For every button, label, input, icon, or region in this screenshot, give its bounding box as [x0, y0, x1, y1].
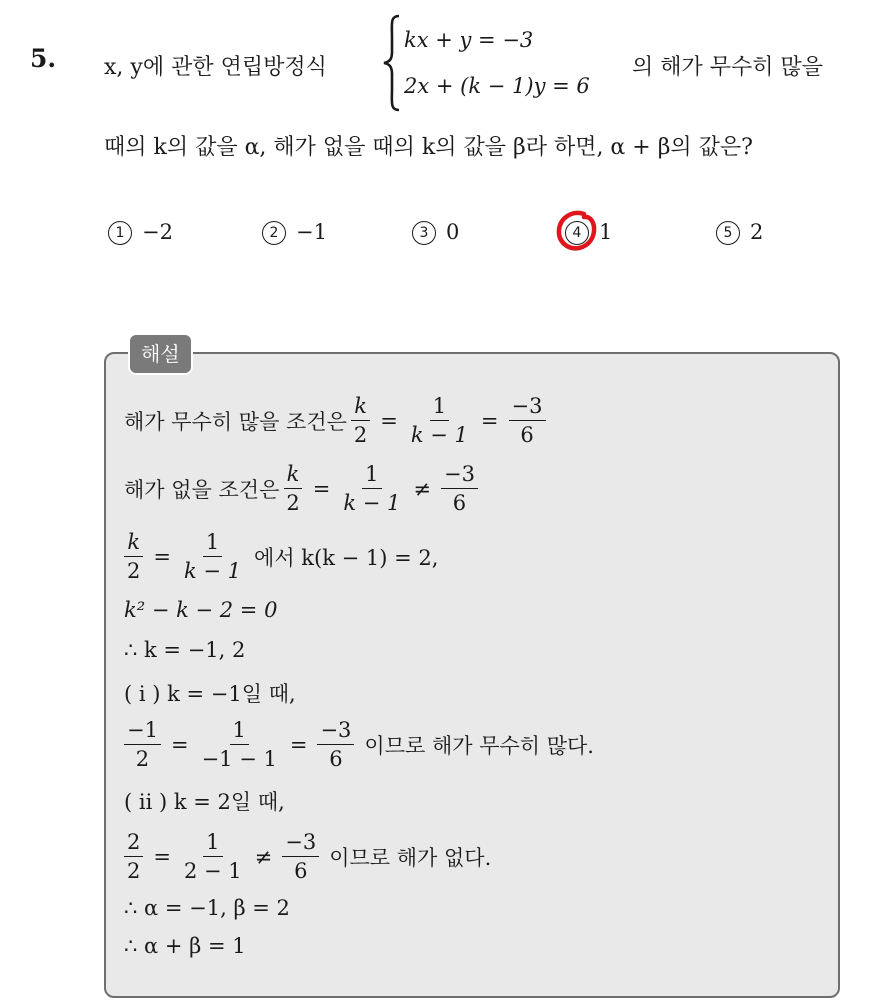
- solution-line-9: $\frac{2}{2}$ = $\frac{1}{2 - 1}$ ≠ $\frac{-3}{6}$ 이므로 해가 없다.: [124, 828, 491, 885]
- choice-marker: 1: [108, 221, 132, 245]
- system-equation-1: kx + y = −3: [404, 28, 534, 52]
- answer-circle-mark-icon: [554, 208, 600, 254]
- solution-line-6: ( i ) k = −1일 때,: [124, 682, 296, 706]
- choice-value: 1: [599, 220, 613, 244]
- choice-marker: 3: [412, 221, 436, 245]
- solution-line-11: ∴ α + β = 1: [124, 934, 246, 958]
- choice-value: 0: [446, 220, 460, 244]
- solution-line-3: $\frac{k}{2}$ = $\frac{1}{k - 1}$ 에서 k(k − 1) = 2,: [124, 528, 438, 585]
- choice-1[interactable]: [108, 220, 173, 245]
- solution-line-10: ∴ α = −1, β = 2: [124, 896, 290, 920]
- solution-line-5: ∴ k = −1, 2: [124, 638, 246, 662]
- solution-line-7: $\frac{-1}{2}$ = $\frac{1}{-1 - 1}$ = $\frac{-3}{6}$ 이므로 해가 무수히 많다.: [124, 716, 594, 773]
- choice-marker: 4: [565, 221, 589, 245]
- choice-3[interactable]: [412, 220, 459, 245]
- brace-icon: [382, 14, 402, 112]
- solution-line-8: ( ii ) k = 2일 때,: [124, 790, 285, 814]
- choice-value: 2: [750, 220, 764, 244]
- choice-marker: 2: [262, 221, 286, 245]
- solution-tag: 해설: [128, 333, 193, 375]
- choice-2[interactable]: [262, 220, 327, 245]
- question-line1-post: 의 해가 무수히 많을: [632, 55, 823, 80]
- choice-value: −2: [142, 220, 173, 244]
- solution-line-1: 해가 무수히 많을 조건은 $\frac{k}{2}$ = $\frac{1}{k - 1}$ = $\frac{-3}{6}$: [124, 392, 550, 449]
- question-line2: 때의 k의 값을 α, 해가 없을 때의 k의 값을 β라 하면, α + β의 값은?: [104, 135, 753, 160]
- question-number: 5.: [30, 44, 57, 73]
- system-equation-2: 2x + (k − 1)y = 6: [404, 74, 590, 98]
- choice-value: −1: [296, 220, 327, 244]
- question-line1-pre: x, y에 관한 연립방정식: [104, 55, 327, 80]
- solution-line-4: k² − k − 2 = 0: [124, 598, 278, 622]
- choice-5[interactable]: [716, 220, 763, 245]
- choice-marker: 5: [716, 221, 740, 245]
- solution-line-2: 해가 없을 조건은 $\frac{k}{2}$ = $\frac{1}{k - 1}$ ≠ $\frac{-3}{6}$: [124, 460, 482, 517]
